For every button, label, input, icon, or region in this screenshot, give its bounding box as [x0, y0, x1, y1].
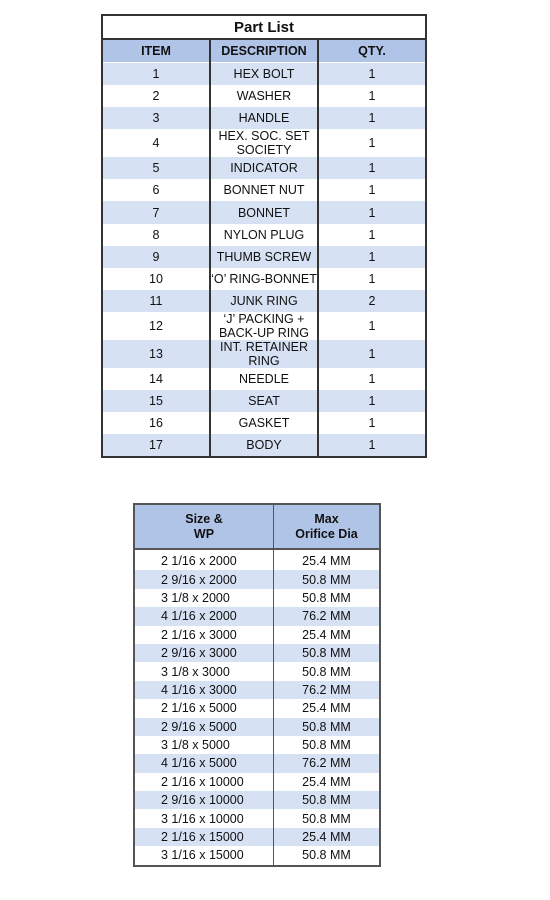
orifice-header-line-1: Max	[314, 511, 339, 526]
size-wp-cell: 2 9/16 x 5000	[134, 718, 274, 736]
size-wp-cell: 2 1/16 x 3000	[134, 626, 274, 644]
item-cell: 12	[102, 312, 210, 340]
qty-cell: 1	[318, 246, 426, 268]
orifice-cell: 25.4 MM	[274, 549, 381, 570]
orifice-header-line-2: Orifice Dia	[295, 526, 358, 541]
size-row	[134, 644, 380, 662]
description-cell: BONNET NUT	[210, 179, 318, 201]
qty-cell: 2	[318, 290, 426, 312]
qty-column-header: QTY.	[318, 39, 426, 63]
item-cell: 4	[102, 129, 210, 157]
description-cell: NEEDLE	[210, 368, 318, 390]
orifice-cell: 50.8 MM	[274, 644, 381, 662]
qty-cell: 1	[318, 340, 426, 368]
description-cell: GASKET	[210, 412, 318, 434]
part-row	[102, 268, 426, 290]
qty-cell: 1	[318, 368, 426, 390]
size-wp-cell: 2 1/16 x 2000	[134, 549, 274, 570]
description-cell: HEX. SOC. SET SOCIETY	[210, 129, 318, 157]
size-row	[134, 718, 380, 736]
item-column-header: ITEM	[102, 39, 210, 63]
qty-cell: 1	[318, 224, 426, 246]
size-row	[134, 699, 380, 717]
size-row	[134, 828, 380, 846]
description-cell: ‘J’ PACKING + BACK-UP RING	[210, 312, 318, 340]
qty-cell: 1	[318, 201, 426, 223]
orifice-cell: 76.2 MM	[274, 681, 381, 699]
item-cell: 16	[102, 412, 210, 434]
description-cell: HANDLE	[210, 107, 318, 129]
part-row	[102, 340, 426, 368]
part-row	[102, 129, 426, 157]
size-row	[134, 681, 380, 699]
description-cell: INT. RETAINER RING	[210, 340, 318, 368]
description-cell: BODY	[210, 434, 318, 457]
description-cell: WASHER	[210, 85, 318, 107]
qty-cell: 1	[318, 85, 426, 107]
orifice-cell: 50.8 MM	[274, 718, 381, 736]
item-cell: 7	[102, 201, 210, 223]
orifice-column-header	[274, 504, 381, 549]
part-list-title: Part List	[102, 15, 426, 39]
orifice-cell: 50.8 MM	[274, 736, 381, 754]
item-cell: 15	[102, 390, 210, 412]
item-cell: 3	[102, 107, 210, 129]
size-wp-cell: 2 1/16 x 5000	[134, 699, 274, 717]
part-row	[102, 368, 426, 390]
size-wp-cell: 3 1/8 x 5000	[134, 736, 274, 754]
size-wp-cell: 2 1/16 x 15000	[134, 828, 274, 846]
size-wp-cell: 3 1/16 x 10000	[134, 809, 274, 827]
description-cell: SEAT	[210, 390, 318, 412]
size-header-line-1: Size &	[185, 511, 223, 526]
size-orifice-table	[133, 503, 381, 867]
size-row	[134, 809, 380, 827]
orifice-cell: 50.8 MM	[274, 809, 381, 827]
part-list-table	[101, 14, 427, 458]
orifice-cell: 50.8 MM	[274, 570, 381, 588]
qty-cell: 1	[318, 179, 426, 201]
size-wp-cell: 2 9/16 x 2000	[134, 570, 274, 588]
orifice-cell: 50.8 MM	[274, 589, 381, 607]
size-wp-cell: 4 1/16 x 5000	[134, 754, 274, 772]
item-cell: 17	[102, 434, 210, 457]
item-cell: 14	[102, 368, 210, 390]
qty-cell: 1	[318, 107, 426, 129]
orifice-cell: 25.4 MM	[274, 828, 381, 846]
orifice-cell: 76.2 MM	[274, 754, 381, 772]
orifice-cell: 76.2 MM	[274, 607, 381, 625]
size-wp-cell: 3 1/8 x 3000	[134, 662, 274, 680]
part-row	[102, 390, 426, 412]
orifice-cell: 25.4 MM	[274, 773, 381, 791]
description-cell: BONNET	[210, 201, 318, 223]
item-cell: 6	[102, 179, 210, 201]
qty-cell: 1	[318, 268, 426, 290]
item-cell: 1	[102, 63, 210, 86]
part-row	[102, 63, 426, 86]
size-row	[134, 773, 380, 791]
qty-cell: 1	[318, 434, 426, 457]
size-row	[134, 736, 380, 754]
part-row	[102, 157, 426, 179]
part-row	[102, 85, 426, 107]
size-row	[134, 791, 380, 809]
size-header-line-2: WP	[193, 526, 215, 541]
orifice-cell: 25.4 MM	[274, 626, 381, 644]
part-row	[102, 312, 426, 340]
part-list-title-row	[102, 15, 426, 39]
size-wp-cell: 2 9/16 x 3000	[134, 644, 274, 662]
size-wp-cell: 3 1/8 x 2000	[134, 589, 274, 607]
size-wp-cell: 2 9/16 x 10000	[134, 791, 274, 809]
item-cell: 13	[102, 340, 210, 368]
size-orifice-header-row	[134, 504, 380, 549]
size-row	[134, 570, 380, 588]
size-wp-cell: 4 1/16 x 3000	[134, 681, 274, 699]
description-cell: INDICATOR	[210, 157, 318, 179]
description-cell: NYLON PLUG	[210, 224, 318, 246]
item-cell: 8	[102, 224, 210, 246]
size-row	[134, 754, 380, 772]
size-wp-cell: 3 1/16 x 15000	[134, 846, 274, 865]
size-wp-cell: 2 1/16 x 10000	[134, 773, 274, 791]
item-cell: 2	[102, 85, 210, 107]
part-row	[102, 201, 426, 223]
description-cell: ‘O’ RING-BONNET	[210, 268, 318, 290]
part-list-header-row	[102, 39, 426, 63]
part-row	[102, 107, 426, 129]
qty-cell: 1	[318, 412, 426, 434]
size-row	[134, 846, 380, 865]
size-wp-cell: 4 1/16 x 2000	[134, 607, 274, 625]
orifice-cell: 25.4 MM	[274, 699, 381, 717]
orifice-cell: 50.8 MM	[274, 791, 381, 809]
description-cell: HEX BOLT	[210, 63, 318, 86]
orifice-cell: 50.8 MM	[274, 662, 381, 680]
qty-cell: 1	[318, 129, 426, 157]
item-cell: 10	[102, 268, 210, 290]
size-row	[134, 549, 380, 570]
qty-cell: 1	[318, 157, 426, 179]
size-row	[134, 662, 380, 680]
size-row	[134, 589, 380, 607]
description-column-header: DESCRIPTION	[210, 39, 318, 63]
size-wp-column-header	[134, 504, 274, 549]
part-row	[102, 179, 426, 201]
part-row	[102, 434, 426, 457]
description-cell: THUMB SCREW	[210, 246, 318, 268]
part-row	[102, 224, 426, 246]
qty-cell: 1	[318, 390, 426, 412]
item-cell: 9	[102, 246, 210, 268]
part-row	[102, 412, 426, 434]
size-row	[134, 626, 380, 644]
qty-cell: 1	[318, 312, 426, 340]
description-cell: JUNK RING	[210, 290, 318, 312]
qty-cell: 1	[318, 63, 426, 86]
part-row	[102, 290, 426, 312]
size-row	[134, 607, 380, 625]
orifice-cell: 50.8 MM	[274, 846, 381, 865]
item-cell: 5	[102, 157, 210, 179]
part-row	[102, 246, 426, 268]
item-cell: 11	[102, 290, 210, 312]
